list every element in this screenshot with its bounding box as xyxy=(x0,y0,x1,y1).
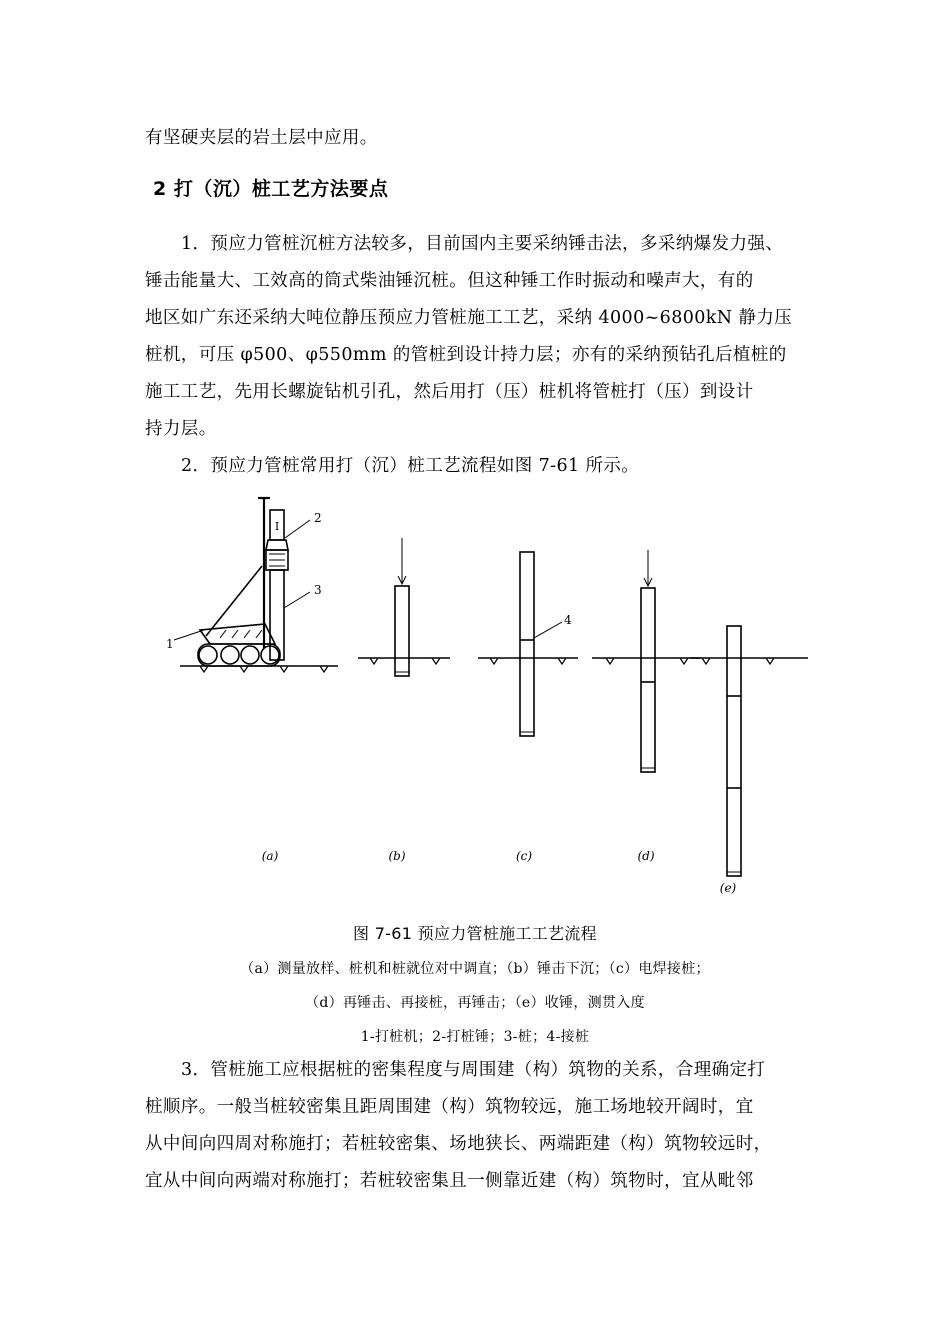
callout-2: 2 xyxy=(314,511,322,525)
text-line: 1．预应力管桩沉桩方法较多，目前国内主要采纳锤击法，多采纳爆发力强、 xyxy=(181,234,784,254)
text-line: 从中间向四周对称施打；若桩较密集、场地狭长、两端距建（构）筑物较远时， xyxy=(145,1134,772,1154)
text-line: 3．管桩施工应根据桩的密集程度与周围建（构）筑物的关系，合理确定打 xyxy=(181,1060,766,1080)
text-line: 桩机，可压 φ500、φ550mm 的管桩到设计持力层；亦有的采纳预钻孔后植桩的 xyxy=(145,345,787,365)
panel-label-c: (c) xyxy=(515,849,533,863)
pile-driving-figure xyxy=(160,488,820,908)
section-heading: 2 打（沉）桩工艺方法要点 xyxy=(153,178,389,200)
panel-label-b: (b) xyxy=(388,849,406,863)
text-line: 桩顺序。一般当桩较密集且距周围建（构）筑物较远，施工场地较开阔时，宜 xyxy=(145,1097,754,1117)
panel-label-a: (a) xyxy=(261,849,279,863)
panel-e-drawing xyxy=(690,626,808,876)
figure-caption-title: 图 7-61 预应力管桩施工工艺流程 xyxy=(353,924,597,943)
panel-d-drawing xyxy=(592,550,700,772)
figure-caption-line: 1-打桩机；2-打桩锤；3-桩；4-接桩 xyxy=(360,1029,590,1045)
text-line: 2．预应力管桩常用打（沉）桩工艺流程如图 7-61 所示。 xyxy=(181,456,640,476)
paragraph-1 xyxy=(145,226,825,448)
callout-3: 3 xyxy=(314,583,322,597)
text-line: 施工工艺，先用长螺旋钻机引孔，然后用打（压）桩机将管桩打（压）到设计 xyxy=(145,382,754,402)
hammer-mark: I xyxy=(274,520,280,533)
text-line: 宜从中间向两端对称施打；若桩较密集且一侧靠近建（构）筑物时，宜从毗邻 xyxy=(145,1171,754,1191)
pile-driver-illustration xyxy=(166,498,338,672)
callout-1: 1 xyxy=(166,637,174,651)
panel-label-d: (d) xyxy=(637,849,655,863)
text-line: 地区如广东还采纳大吨位静压预应力管桩施工工艺，采纳 4000~6800kN 静力压 xyxy=(145,308,793,328)
panel-b-drawing xyxy=(358,538,450,676)
figure-caption-line: （a）测量放样、桩机和桩就位对中调直；（b）锤击下沉；（c）电焊接桩； xyxy=(240,961,710,977)
callout-4: 4 xyxy=(564,613,572,627)
paragraph-3 xyxy=(145,1052,825,1200)
panel-c-drawing xyxy=(478,552,578,736)
text-line: 锤击能量大、工效高的筒式柴油锤沉桩。但这种锤工作时振动和噪声大，有的 xyxy=(145,271,754,291)
paragraph-intro-tail xyxy=(145,120,825,157)
text-line: 持力层。 xyxy=(145,419,217,439)
figure-caption-line: （d）再锤击、再接桩，再锤击；（e）收锤，测贯入度 xyxy=(305,995,645,1011)
panel-label-e: (e) xyxy=(719,881,737,895)
paragraph-2 xyxy=(145,448,825,485)
text-line: 有坚硬夹层的岩土层中应用。 xyxy=(145,128,378,148)
